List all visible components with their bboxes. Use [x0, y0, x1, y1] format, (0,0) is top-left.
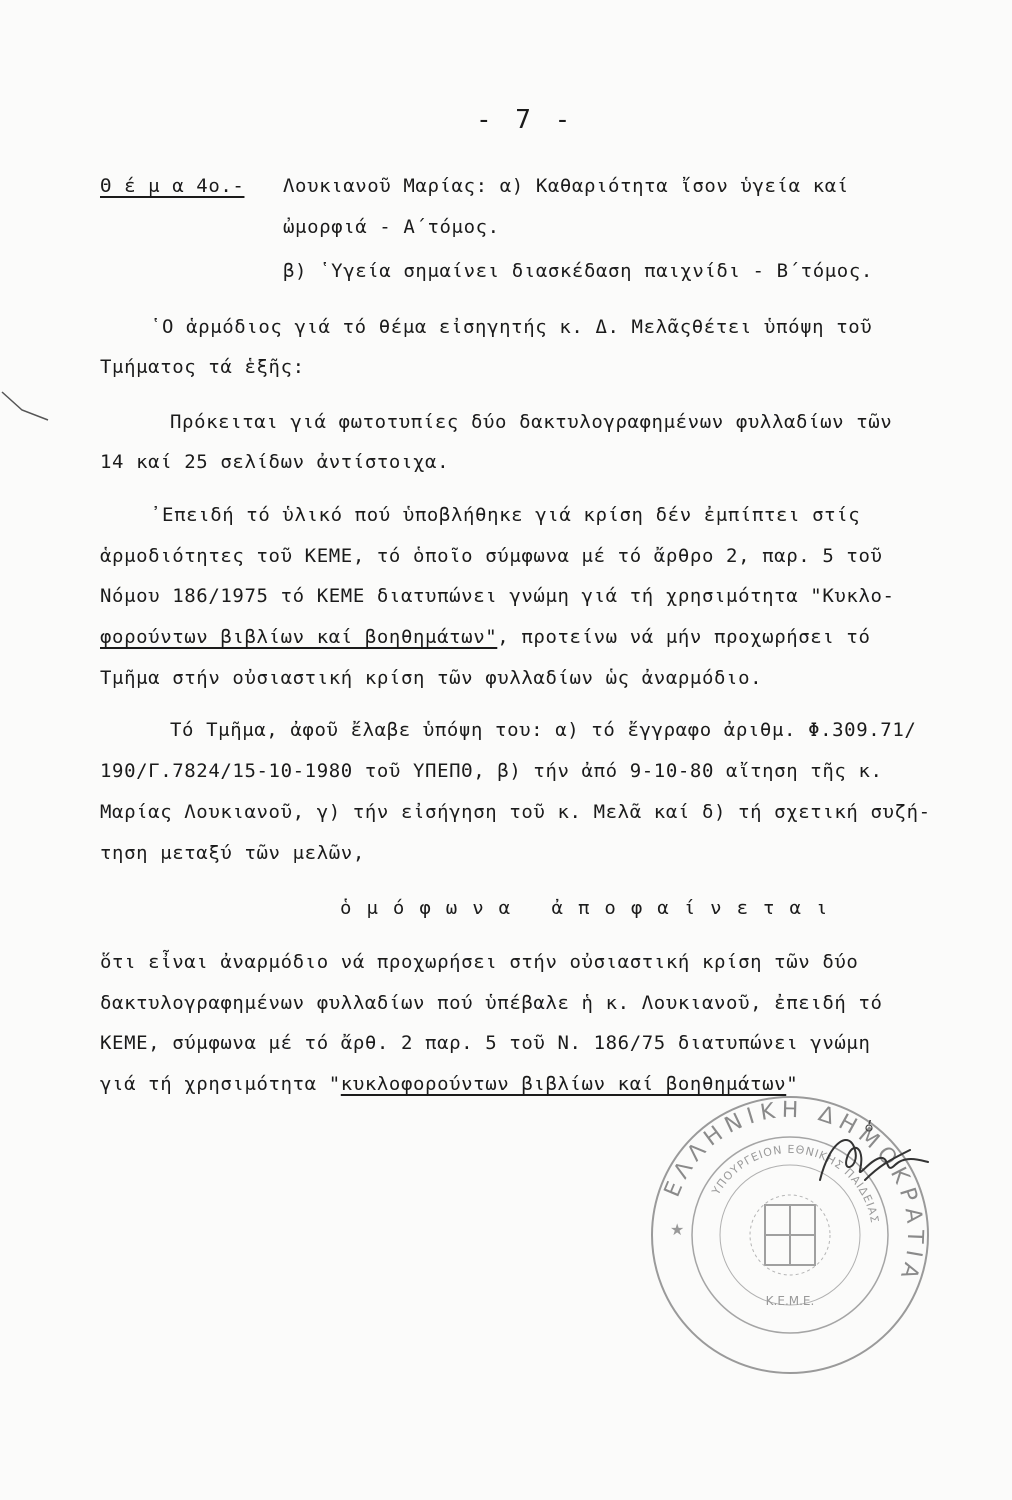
paragraph-3-line-1: ᾿Επειδή τό ὑλικό πού ὑποβλήθηκε γιά κρίση δέν ἐμπίπτει στίς	[150, 504, 861, 526]
margin-mark	[0, 390, 60, 430]
paragraph-3-line-4-rest: , προτείνω νά μήν προχωρήσει τό	[497, 626, 871, 648]
paragraph-3-line-5: Τμῆμα στήν οὐσιαστική κρίση τῶν φυλλαδίων ὡς ἀναρμόδιο.	[100, 667, 763, 689]
decision-heading: ὁμόφωνα ἀποφαίνεται	[340, 897, 843, 919]
paragraph-3-line-3: Νόμου 186/1975 τό ΚΕΜΕ διατυπώνει γνώμη γιά τή χρησιμότητα "Κυκλο-	[100, 585, 895, 607]
decision-line-1: ὅτι εἶναι ἀναρμόδιο νά προχωρήσει στήν οὐσιαστική κρίση τῶν δύο	[100, 951, 859, 973]
decision-underlined-phrase: κυκλοφορούντων βιβλίων καί βοηθημάτων	[340, 1073, 787, 1095]
paragraph-1-line-1: ῾Ο ἁρμόδιος γιά τό θέμα εἰσηγητής κ. Δ. Μελᾶςθέτει ὑπόψη τοῦ	[150, 316, 873, 338]
paragraph-4-line-3: Μαρίας Λουκιανοῦ, γ) τήν εἰσήγηση τοῦ κ. Μελᾶ καί δ) τή σχετική συζή-	[100, 801, 931, 823]
paragraph-2-line-2: 14 καί 25 σελίδων ἀντίστοιχα.	[100, 451, 450, 473]
underlined-phrase: φορούντων βιβλίων καί βοηθημάτων"	[100, 626, 498, 648]
paragraph-2-line-1: Πρόκειται γιά φωτοτυπίες δύο δακτυλογραφημένων φυλλαδίων τῶν	[170, 411, 893, 433]
paragraph-4-line-2: 190/Γ.7824/15-10-1980 τοῦ ΥΠΕΠΘ, β) τήν ἀπό 9-10-80 αἴτηση τῆς κ.	[100, 760, 883, 782]
decision-line-2: δακτυλογραφημένων φυλλαδίων πού ὑπέβαλε ἡ κ. Λουκιανοῦ, ἐπειδή τό	[100, 992, 883, 1014]
decision-line-3: ΚΕΜΕ, σύμφωνα μέ τό ἄρθ. 2 παρ. 5 τοῦ Ν. 186/75 διατυπώνει γνώμη	[100, 1032, 871, 1054]
svg-text:ΕΛΛΗΝΙΚΗ ΔΗΜΟΚΡΑΤΙΑ: ΕΛΛΗΝΙΚΗ ΔΗΜΟΚΡΑΤΙΑ	[659, 1097, 928, 1288]
decision-line-4-end: "	[786, 1073, 799, 1095]
svg-text:★: ★	[670, 1220, 685, 1239]
svg-text:ΥΠΟΥΡΓΕΙΟΝ ΕΘΝΙΚΗΣ ΠΑΙΔΕΙΑΣ: ΥΠΟΥΡΓΕΙΟΝ ΕΘΝΙΚΗΣ ΠΑΙΔΕΙΑΣ	[709, 1142, 882, 1225]
decision-line-4-start: γιά τή χρησιμότητα "	[100, 1073, 341, 1095]
topic-title-line-1: Λουκιανοῦ Μαρίας: α) Καθαριότητα ἴσον ὑγεία καί	[283, 175, 849, 197]
page-number: - 7 -	[476, 105, 575, 135]
paragraph-4-line-1: Τό Τμῆμα, ἀφοῦ ἔλαβε ὑπόψη του: α) τό ἔγγραφο ἀριθμ. Φ.309.71/	[170, 719, 917, 741]
paragraph-3-line-2: ἁρμοδιότητες τοῦ ΚΕΜΕ, τό ὁποῖο σύμφωνα μέ τό ἄρθρο 2, παρ. 5 τοῦ	[100, 545, 883, 567]
topic-title-line-3: β) ῾Υγεία σημαίνει διασκέδαση παιχνίδι - Β΄τόμος.	[283, 260, 873, 282]
topic-title-line-2: ὠμορφιά - Α΄τόμος.	[283, 216, 500, 238]
paragraph-4-line-4: τηση μεταξύ τῶν μελῶν,	[100, 842, 365, 864]
svg-text:Κ.Ε.Μ.Ε.: Κ.Ε.Μ.Ε.	[765, 1294, 815, 1308]
paragraph-3-line-4	[100, 625, 871, 649]
paragraph-1-line-2: Τμήματος τά ἑξῆς:	[100, 356, 305, 378]
signature	[810, 1120, 940, 1200]
topic-label: Θ έ μ α 4ο.-	[100, 175, 245, 197]
